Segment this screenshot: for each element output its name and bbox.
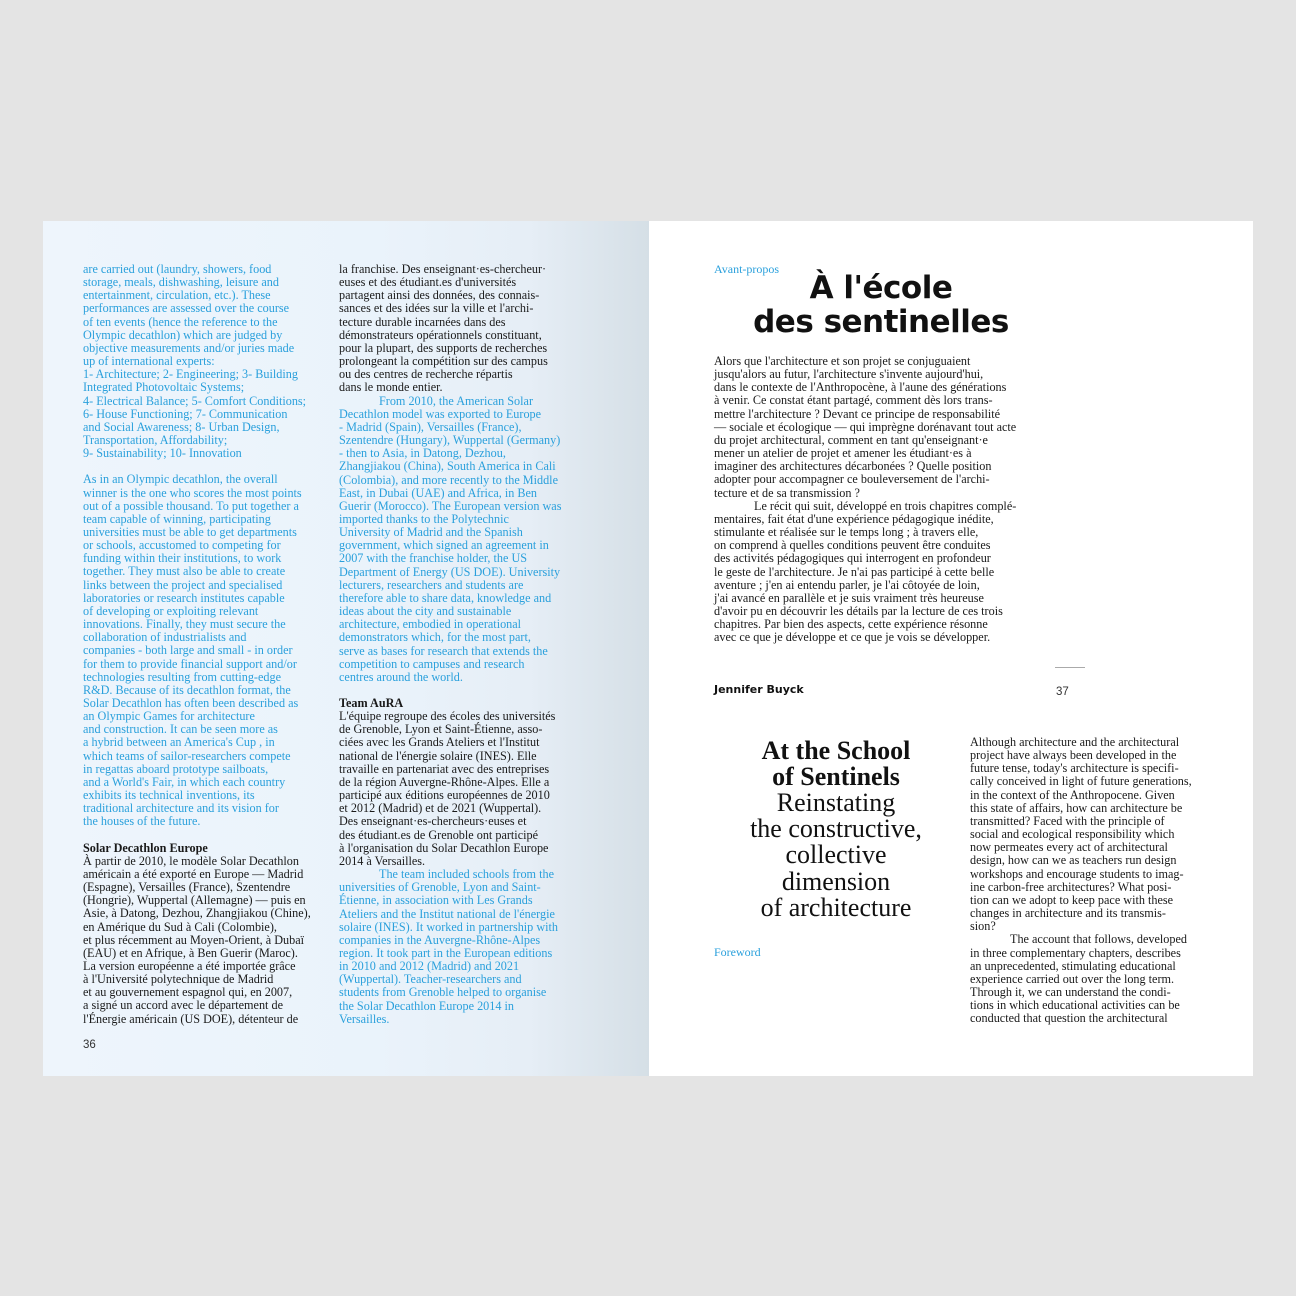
solar-decathlon-europe-paragraph: [83, 855, 333, 1026]
text-line: in three complementary chapters, describes: [970, 945, 1181, 960]
english-title-line-1: At the School: [761, 736, 911, 765]
text-line: now permeates every act of architectural: [970, 840, 1168, 855]
english-body: [970, 736, 1225, 1025]
text-line: companies - both large and small - in order: [83, 643, 293, 658]
english-subtitle-line-5: of architecture: [760, 892, 912, 922]
text-line: Solar Decathlon has often been described as: [83, 696, 299, 710]
text-line: adopter pour accompagner ce bouleversement de l'archi-: [714, 472, 990, 487]
text-line: innovations. Finally, they must secure the: [83, 617, 286, 632]
text-line: d'avoir pu en découvrir les détails par la lecture de ces trois: [714, 603, 1003, 618]
text-line: ciées avec les Grands Ateliers et l'Institut: [339, 735, 540, 750]
text-line: entertainment, circulation, etc.). These: [83, 288, 271, 303]
text-line: Transportation, Affordability;: [83, 433, 228, 448]
text-line: universities of Grenoble, Lyon and Saint-: [339, 880, 541, 895]
text-line: et plus récemment au Moyen-Orient, à Dubaï: [83, 932, 304, 947]
text-line: américain a été exporté en Europe — Madrid: [83, 866, 304, 881]
text-line: à l'Université polytechnique de Madrid: [83, 972, 274, 987]
text-line: - then to Asia, in Datong, Dezhou,: [339, 446, 506, 461]
text-line: Des enseignant·es-chercheurs·euses et: [339, 814, 527, 829]
text-line: demonstrators which, for the most part,: [339, 630, 531, 645]
text-line: Decathlon model was exported to Europe: [339, 406, 542, 421]
text-line: — sociale et écologique — qui imprègne dorénavant tout acte: [714, 419, 1017, 434]
french-title: [706, 271, 1056, 339]
text-line: up of international experts:: [83, 354, 215, 369]
text-line: 2007 with the franchise holder, the US: [339, 551, 528, 566]
text-line: together. They must also be able to create: [83, 564, 286, 579]
text-line: des étudiant.es de Grenoble ont participé: [339, 827, 538, 842]
text-line: À partir de 2010, le modèle Solar Decathlon: [83, 853, 299, 868]
text-line: a signé un accord avec le département de: [83, 998, 283, 1013]
text-line: Integrated Photovoltaic Systems;: [83, 380, 245, 395]
text-line: tions in which educational activities can be: [970, 998, 1180, 1013]
text-line: imaginer des architectures décarbonées ? Quelle position: [714, 459, 992, 474]
text-line: As in an Olympic decathlon, the overall: [83, 472, 278, 487]
text-line: Étienne, in association with Les Grands: [339, 893, 533, 908]
text-line: chapitres. Par bien des aspects, cette expérience résonne: [714, 617, 988, 632]
text-line: an unprecedented, stimulating educational: [970, 958, 1176, 973]
text-line: dans le contexte de l'Anthropocène, à l'aune des générations: [714, 380, 1007, 395]
text-line: are carried out (laundry, showers, food: [83, 262, 272, 276]
text-line: dans le monde entier.: [339, 380, 443, 395]
english-title: [710, 738, 962, 921]
english-title-line-2: of Sentinels: [772, 762, 900, 791]
text-line: en Amérique du Sud à Cali (Colombie),: [83, 919, 277, 934]
french-title-line-2: des sentinelles: [753, 304, 1009, 340]
text-line: which teams of sailor-researchers compete: [83, 748, 291, 763]
page-number-left: 36: [83, 1039, 96, 1051]
text-line: the Solar Decathlon Europe 2014 in: [339, 998, 514, 1013]
text-line: 9- Sustainability; 10- Innovation: [83, 446, 242, 461]
text-line: out of a possible thousand. To put together a: [83, 498, 299, 513]
text-line: travaille en partenariat avec des entreprises: [339, 761, 550, 776]
from-2010-paragraph: [339, 395, 589, 684]
text-line: à l'organisation du Solar Decathlon Europe: [339, 840, 549, 855]
text-line: jusqu'alors au futur, l'architecture s'invente aujourd'hui,: [714, 367, 984, 382]
text-line: sion?: [970, 919, 996, 934]
text-line: (Espagne), Versailles (France), Szentendre: [83, 880, 291, 895]
text-line: future tense, today's architecture is specifi-: [970, 761, 1179, 776]
text-line: experience carried out over the long term.: [970, 971, 1175, 986]
text-line: in regattas aboard prototype sailboats,: [83, 761, 269, 776]
text-line: des activités pédagogiques qui interrogent en profondeur: [714, 551, 991, 566]
text-line: or schools, accustomed to competing for: [83, 538, 281, 553]
team-aura-en-paragraph: [339, 868, 589, 1026]
text-line: l'Énergie américain (US DOE), détenteur de: [83, 1011, 299, 1026]
text-line: Asie, à Datong, Dezhou, Zhangjiakou (Chine),: [83, 906, 311, 921]
text-line: Through it, we can understand the condi-: [970, 984, 1171, 999]
text-line: region. It took part in the European editions: [339, 945, 553, 960]
text-line: à venir. Ce constat étant partagé, comment dès lors trans-: [714, 393, 993, 408]
text-line: ideas about the city and sustainable: [339, 604, 512, 619]
text-line: (Hongrie), Wuppertal (Allemagne) — puis en: [83, 893, 306, 908]
text-line: The account that follows, developed: [1010, 932, 1187, 947]
text-line: mettre l'architecture ? Devant ce principe de responsabilité: [714, 406, 1001, 421]
text-line: de la région Auvergne-Rhône-Alpes. Elle a: [339, 774, 550, 789]
kicker-avant-propos: Avant-propos: [714, 262, 780, 276]
text-line: design, how can we as teachers run design: [970, 853, 1177, 868]
text-line: centres around the world.: [339, 669, 463, 684]
text-line: R&D. Because of its decathlon format, the: [83, 682, 291, 697]
text-line: and construction. It can be seen more as: [83, 722, 278, 737]
text-line: Versailles.: [339, 1011, 390, 1026]
left-column-1: [83, 263, 333, 1026]
text-line: social and ecological responsibility which: [970, 827, 1175, 842]
french-body-paragraph-2: [714, 500, 1054, 645]
section-heading-solar-decathlon-europe: Solar Decathlon Europe: [83, 840, 208, 855]
text-line: storage, meals, dishwashing, leisure and: [83, 275, 279, 290]
text-line: conducted that question the architectural: [970, 1011, 1168, 1026]
text-line: et 2012 (Madrid) et de 2021 (Wuppertal).: [339, 801, 542, 816]
text-line: an Olympic Games for architecture: [83, 709, 255, 724]
text-line: changes in architecture and its transmis-: [970, 906, 1166, 921]
text-line: 4- Electrical Balance; 5- Comfort Conditions;: [83, 393, 307, 408]
text-line: laboratories or research institutes capable: [83, 590, 285, 605]
text-line: East, in Dubai (UAE) and Africa, in Ben: [339, 485, 537, 500]
text-line: partagent ainsi des données, des connais-: [339, 288, 540, 303]
text-line: University of Madrid and the Spanish: [339, 525, 523, 540]
text-line: cally conceived in light of future generations,: [970, 774, 1192, 789]
french-title-line-1: À l'école: [809, 270, 953, 306]
text-line: From 2010, the American Solar: [379, 393, 534, 408]
english-body-paragraph-1: [970, 736, 1225, 933]
text-line: L'équipe regroupe des écoles des universités: [339, 709, 556, 724]
text-line: Szentendre (Hungary), Wuppertal (Germany): [339, 433, 561, 448]
english-subtitle-line-2: the constructive,: [750, 814, 922, 844]
text-line: project have always been developed in the: [970, 748, 1177, 763]
text-line: Department of Energy (US DOE). University: [339, 564, 561, 579]
text-line: in 2010 and 2012 (Madrid) and 2021: [339, 959, 520, 974]
text-line: and a World's Fair, in which each country: [83, 774, 286, 789]
english-subtitle-line-3: collective: [785, 840, 887, 870]
text-line: competition to campuses and research: [339, 656, 525, 671]
text-line: (Wuppertal). Teacher-researchers and: [339, 972, 522, 987]
text-line: Guerir (Morocco). The European version was: [339, 498, 562, 513]
text-line: serve as bases for research that extends the: [339, 643, 548, 658]
text-line: universities must be able to get departments: [83, 524, 297, 539]
text-line: mener un atelier de projet et amener les étudiant·es à: [714, 446, 972, 461]
text-line: a hybrid between an America's Cup , in: [83, 735, 275, 750]
text-line: démonstrateurs opérationnels constituant,: [339, 327, 542, 342]
text-line: lecturers, researchers and students are: [339, 577, 524, 592]
olympic-decathlon-paragraph: [83, 473, 333, 828]
text-line: exhibits its technical inventions, its: [83, 788, 255, 803]
text-line: transmitted? Faced with the principle of: [970, 813, 1165, 828]
text-line: et au gouvernement espagnol qui, en 2007,: [83, 985, 293, 1000]
text-line: companies in the Auvergne-Rhône-Alpes: [339, 932, 541, 947]
text-line: Although architecture and the architectural: [970, 735, 1180, 749]
text-line: architecture, embodied in operational: [339, 617, 522, 632]
text-line: workshops and encourage students to imag-: [970, 866, 1184, 881]
text-line: 6- House Functioning; 7- Communication: [83, 406, 288, 421]
text-line: government, which signed an agreement in: [339, 538, 549, 553]
text-line: ou des centres de recherche répartis: [339, 367, 513, 382]
divider-rule: [1055, 667, 1085, 668]
text-line: collaboration of industrialists and: [83, 630, 247, 645]
text-line: j'ai avancé en parallèle et je suis vraiment très heureuse: [714, 590, 984, 605]
franchise-paragraph: [339, 263, 589, 395]
kicker-foreword: Foreword: [714, 945, 761, 959]
section-heading-team-aura: Team AuRA: [339, 696, 404, 710]
text-line: pour la plupart, des supports de recherches: [339, 340, 548, 355]
text-line: imported thanks to the Polytechnic: [339, 511, 509, 526]
text-line: la franchise. Des enseignant·es-chercheur·: [339, 262, 547, 276]
text-line: 1- Architecture; 2- Engineering; 3- Building: [83, 367, 298, 382]
text-line: and Social Awareness; 8- Urban Design,: [83, 419, 280, 434]
text-line: The team included schools from the: [379, 867, 554, 882]
text-line: avec ce que je développe et ce que je vois se développer.: [714, 630, 991, 645]
text-line: Zhangjiakou (China), South America in Cali: [339, 459, 556, 474]
text-line: aventure ; j'en ai entendu parler, je l'ai côtoyée de loin,: [714, 577, 980, 592]
english-subtitle-line-1: Reinstating: [776, 788, 896, 817]
text-line: mentaires, fait état d'une expérience pédagogique inédite,: [714, 511, 994, 526]
text-line: Alors que l'architecture et son projet se conjuguaient: [714, 354, 971, 368]
text-line: funding within their institutions, to work: [83, 551, 282, 566]
text-line: Le récit qui suit, développé en trois chapitres complé-: [754, 498, 1017, 513]
text-line: links between the project and specialised: [83, 577, 283, 592]
text-line: (EAU) et en Afrique, à Ben Guerir (Maroc).: [83, 945, 298, 960]
text-line: in the context of the Anthropocene. Given: [970, 787, 1175, 802]
text-line: La version européenne a été importée grâce: [83, 958, 296, 973]
text-line: ine carbon-free architectures? What posi-: [970, 879, 1172, 894]
text-line: tion can we adopt to keep pace with these: [970, 892, 1174, 907]
text-line: traditional architecture and its vision for: [83, 801, 279, 816]
text-line: tecture et de sa transmission ?: [714, 485, 860, 500]
text-line: de Grenoble, Lyon et Saint-Étienne, asso-: [339, 722, 543, 737]
team-aura-fr-paragraph: [339, 710, 589, 868]
text-line: of developing or exploiting relevant: [83, 603, 259, 618]
text-line: (Colombia), and more recently to the Middle: [339, 472, 558, 487]
page-number-right: 37: [1056, 686, 1069, 698]
text-line: participé aux éditions européennes de 2010: [339, 788, 550, 803]
text-line: du projet architectural, comment en tant qu'enseignant·e: [714, 432, 988, 447]
text-line: technologies resulting from cutting-edge: [83, 669, 281, 684]
author-name: Jennifer Buyck: [714, 683, 804, 696]
text-line: stimulante et réalisée sur le temps long ; à travers elle,: [714, 525, 979, 540]
text-line: winner is the one who scores the most points: [83, 485, 302, 500]
text-line: on comprend à quelles conditions peuvent être conduites: [714, 538, 991, 553]
english-body-paragraph-2: [970, 933, 1225, 1025]
text-line: objective measurements and/or juries made: [83, 340, 295, 355]
text-line: Olympic decathlon) which are judged by: [83, 327, 283, 342]
text-line: Ateliers and the Institut national de l'énergie: [339, 906, 555, 921]
text-line: tecture durable incarnées dans des: [339, 314, 506, 329]
text-line: euses et des étudiant.es d'universités: [339, 275, 517, 290]
text-line: le geste de l'architecture. Je n'ai pas participé à cette belle: [714, 564, 995, 579]
text-line: this state of affairs, how can architecture be: [970, 800, 1183, 815]
text-line: 2014 à Versailles.: [339, 853, 426, 868]
text-line: sances et des idées sur la ville et l'archi-: [339, 301, 534, 316]
text-line: team capable of winning, participating: [83, 511, 271, 526]
text-line: national de l'énergie solaire (INES). Elle: [339, 748, 537, 763]
text-line: performances are assessed over the course: [83, 301, 290, 316]
text-line: solaire (INES). It worked in partnership with: [339, 919, 558, 934]
decathlon-events-paragraph: [83, 263, 333, 460]
text-line: students from Grenoble helped to organise: [339, 985, 547, 1000]
french-body: [714, 355, 1054, 644]
text-line: therefore able to share data, knowledge and: [339, 590, 552, 605]
text-line: prolongeant la compétition sur des campus: [339, 354, 548, 369]
text-line: for them to provide financial support and/or: [83, 656, 297, 671]
left-column-2: [339, 263, 589, 1026]
text-line: - Madrid (Spain), Versailles (France),: [339, 419, 522, 434]
french-body-paragraph-1: [714, 355, 1054, 500]
text-line: of ten events (hence the reference to the: [83, 314, 278, 329]
text-line: the houses of the future.: [83, 814, 201, 829]
english-subtitle-line-4: dimension: [781, 866, 891, 896]
